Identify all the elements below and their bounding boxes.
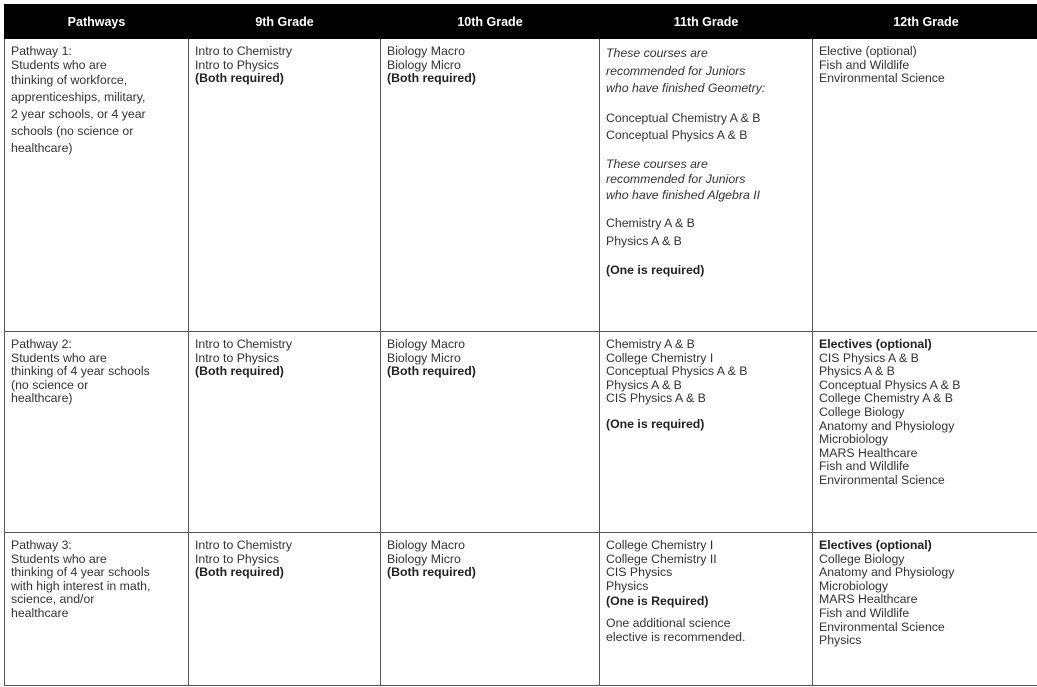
course-item: Conceptual Physics A & B xyxy=(606,128,748,142)
pathway-title: Pathway 1: xyxy=(11,44,72,58)
recommendation-text: These courses are xyxy=(606,156,708,171)
course-item: Intro to Physics xyxy=(195,350,280,365)
pathway-cell xyxy=(5,533,189,686)
pathway-desc-line: schools (no science or xyxy=(11,124,134,139)
header-10th-grade: 10th Grade xyxy=(381,5,600,39)
header-pathways: Pathways xyxy=(5,5,189,39)
requirement-note: (Both required) xyxy=(195,364,284,379)
recommendation-text: recommended for Juniors xyxy=(606,63,746,78)
pathway-title: Pathway 3: xyxy=(11,538,72,552)
grade10-cell xyxy=(381,332,600,533)
course-item: CIS Physics A & B xyxy=(606,391,706,406)
course-item: Conceptual Chemistry A & B xyxy=(606,110,761,125)
pathway-desc-line: apprenticeships, military, xyxy=(11,90,146,105)
pathway-title: Pathway 2: xyxy=(11,337,72,351)
recommendation-text: who have finished Algebra II xyxy=(606,187,761,202)
pathway-desc-line: healthcare) xyxy=(11,141,73,156)
course-item: Chemistry A & B xyxy=(606,216,695,230)
course-item: Biology Macro xyxy=(387,337,465,351)
table-row xyxy=(5,332,1037,533)
course-item: Biology Micro xyxy=(387,57,461,72)
grade11-cell xyxy=(600,332,813,533)
course-item: Physics A & B xyxy=(606,233,682,248)
grade9-cell xyxy=(189,39,381,332)
course-item: College Chemistry I xyxy=(606,350,714,365)
course-item: Physics xyxy=(819,633,862,648)
course-item: Environmental Science xyxy=(819,71,945,86)
course-item: Microbiology xyxy=(819,432,889,447)
grade10-cell xyxy=(381,39,600,332)
pathway-desc-line: science, and/or xyxy=(11,592,95,607)
pathway-desc-line: Students who are xyxy=(11,350,107,365)
recommendation-text: These courses are xyxy=(606,46,708,60)
pathway-desc-line: Students who are xyxy=(11,551,107,566)
course-item: Biology Macro xyxy=(387,538,465,552)
pathway-desc-line: healthcare) xyxy=(11,391,73,406)
course-item: CIS Physics A & B xyxy=(819,350,919,365)
requirement-note: (Both required) xyxy=(195,565,284,580)
course-item: Physics xyxy=(606,578,649,593)
requirement-note: (One is required) xyxy=(606,416,705,431)
course-item: MARS Healthcare xyxy=(819,445,918,460)
course-item: College Biology xyxy=(819,404,905,419)
recommendation-text: elective is recommended. xyxy=(606,629,746,644)
course-item: Chemistry A & B xyxy=(606,337,695,351)
requirement-note: (One is required) xyxy=(606,263,705,277)
course-item: Physics A & B xyxy=(606,377,682,392)
header-9th-grade: 9th Grade xyxy=(189,5,381,39)
course-item: Microbiology xyxy=(819,578,889,593)
course-item: Conceptual Physics A & B xyxy=(606,364,748,379)
course-item: Intro to Physics xyxy=(195,57,280,72)
grade12-cell xyxy=(813,533,1037,686)
pathway-desc-line: thinking of 4 year schools xyxy=(11,565,150,580)
header-row xyxy=(5,5,1037,39)
header-11th-grade: 11th Grade xyxy=(600,5,813,39)
grade9-cell xyxy=(189,533,381,686)
requirement-note: (Both required) xyxy=(387,364,476,379)
course-item: Anatomy and Physiology xyxy=(819,565,955,580)
requirement-note: (Both required) xyxy=(195,71,284,86)
grade11-cell xyxy=(600,39,813,332)
course-item: Biology Macro xyxy=(387,44,465,58)
pathways-table xyxy=(4,4,1037,686)
grade12-cell xyxy=(813,332,1037,533)
course-item: Physics A & B xyxy=(819,364,895,379)
recommendation-text: who have finished Geometry: xyxy=(606,81,766,95)
requirement-note: (One is Required) xyxy=(606,594,709,609)
course-item: College Biology xyxy=(819,551,905,566)
course-item: College Chemistry II xyxy=(606,551,717,566)
course-item: Intro to Chemistry xyxy=(195,538,293,552)
pathway-desc-line: thinking of 4 year schools xyxy=(11,364,150,379)
pathway-desc-line: (no science or xyxy=(11,377,89,392)
course-item: Elective (optional) xyxy=(819,44,917,58)
table-row xyxy=(5,533,1037,686)
pathway-desc-line: thinking of workforce, xyxy=(11,73,128,88)
electives-title: Electives (optional) xyxy=(819,538,932,552)
recommendation-text: One additional science xyxy=(606,616,731,631)
course-item: Fish and Wildlife xyxy=(819,459,910,474)
course-item: Intro to Physics xyxy=(195,551,280,566)
course-item: Fish and Wildlife xyxy=(819,605,910,620)
pathway-desc-line: healthcare xyxy=(11,605,69,620)
course-item: College Chemistry I xyxy=(606,538,714,552)
pathway-desc-line: Students who are xyxy=(11,57,107,72)
course-item: Environmental Science xyxy=(819,472,945,487)
course-item: Intro to Chemistry xyxy=(195,337,293,351)
recommendation-text: recommended for Juniors xyxy=(606,172,746,186)
course-item: Environmental Science xyxy=(819,619,945,634)
course-item: Anatomy and Physiology xyxy=(819,418,955,433)
pathway-desc-line: 2 year schools, or 4 year xyxy=(11,107,146,122)
grade9-cell xyxy=(189,332,381,533)
electives-title: Electives (optional) xyxy=(819,337,932,351)
grade11-cell xyxy=(600,533,813,686)
grade10-cell xyxy=(381,533,600,686)
header-12th-grade: 12th Grade xyxy=(813,5,1037,39)
grade12-cell xyxy=(813,39,1037,332)
pathway-cell xyxy=(5,39,189,332)
pathway-desc-line: with high interest in math, xyxy=(11,578,151,593)
course-item: College Chemistry A & B xyxy=(819,391,953,406)
requirement-note: (Both required) xyxy=(387,565,476,580)
course-item: MARS Healthcare xyxy=(819,592,918,607)
course-item: Intro to Chemistry xyxy=(195,44,293,58)
course-item: Fish and Wildlife xyxy=(819,57,910,72)
pathway-cell xyxy=(5,332,189,533)
course-item: Conceptual Physics A & B xyxy=(819,377,961,392)
course-item: Biology Micro xyxy=(387,551,461,566)
requirement-note: (Both required) xyxy=(387,71,476,86)
course-item: Biology Micro xyxy=(387,350,461,365)
table-row xyxy=(5,39,1037,332)
course-item: CIS Physics xyxy=(606,565,673,580)
